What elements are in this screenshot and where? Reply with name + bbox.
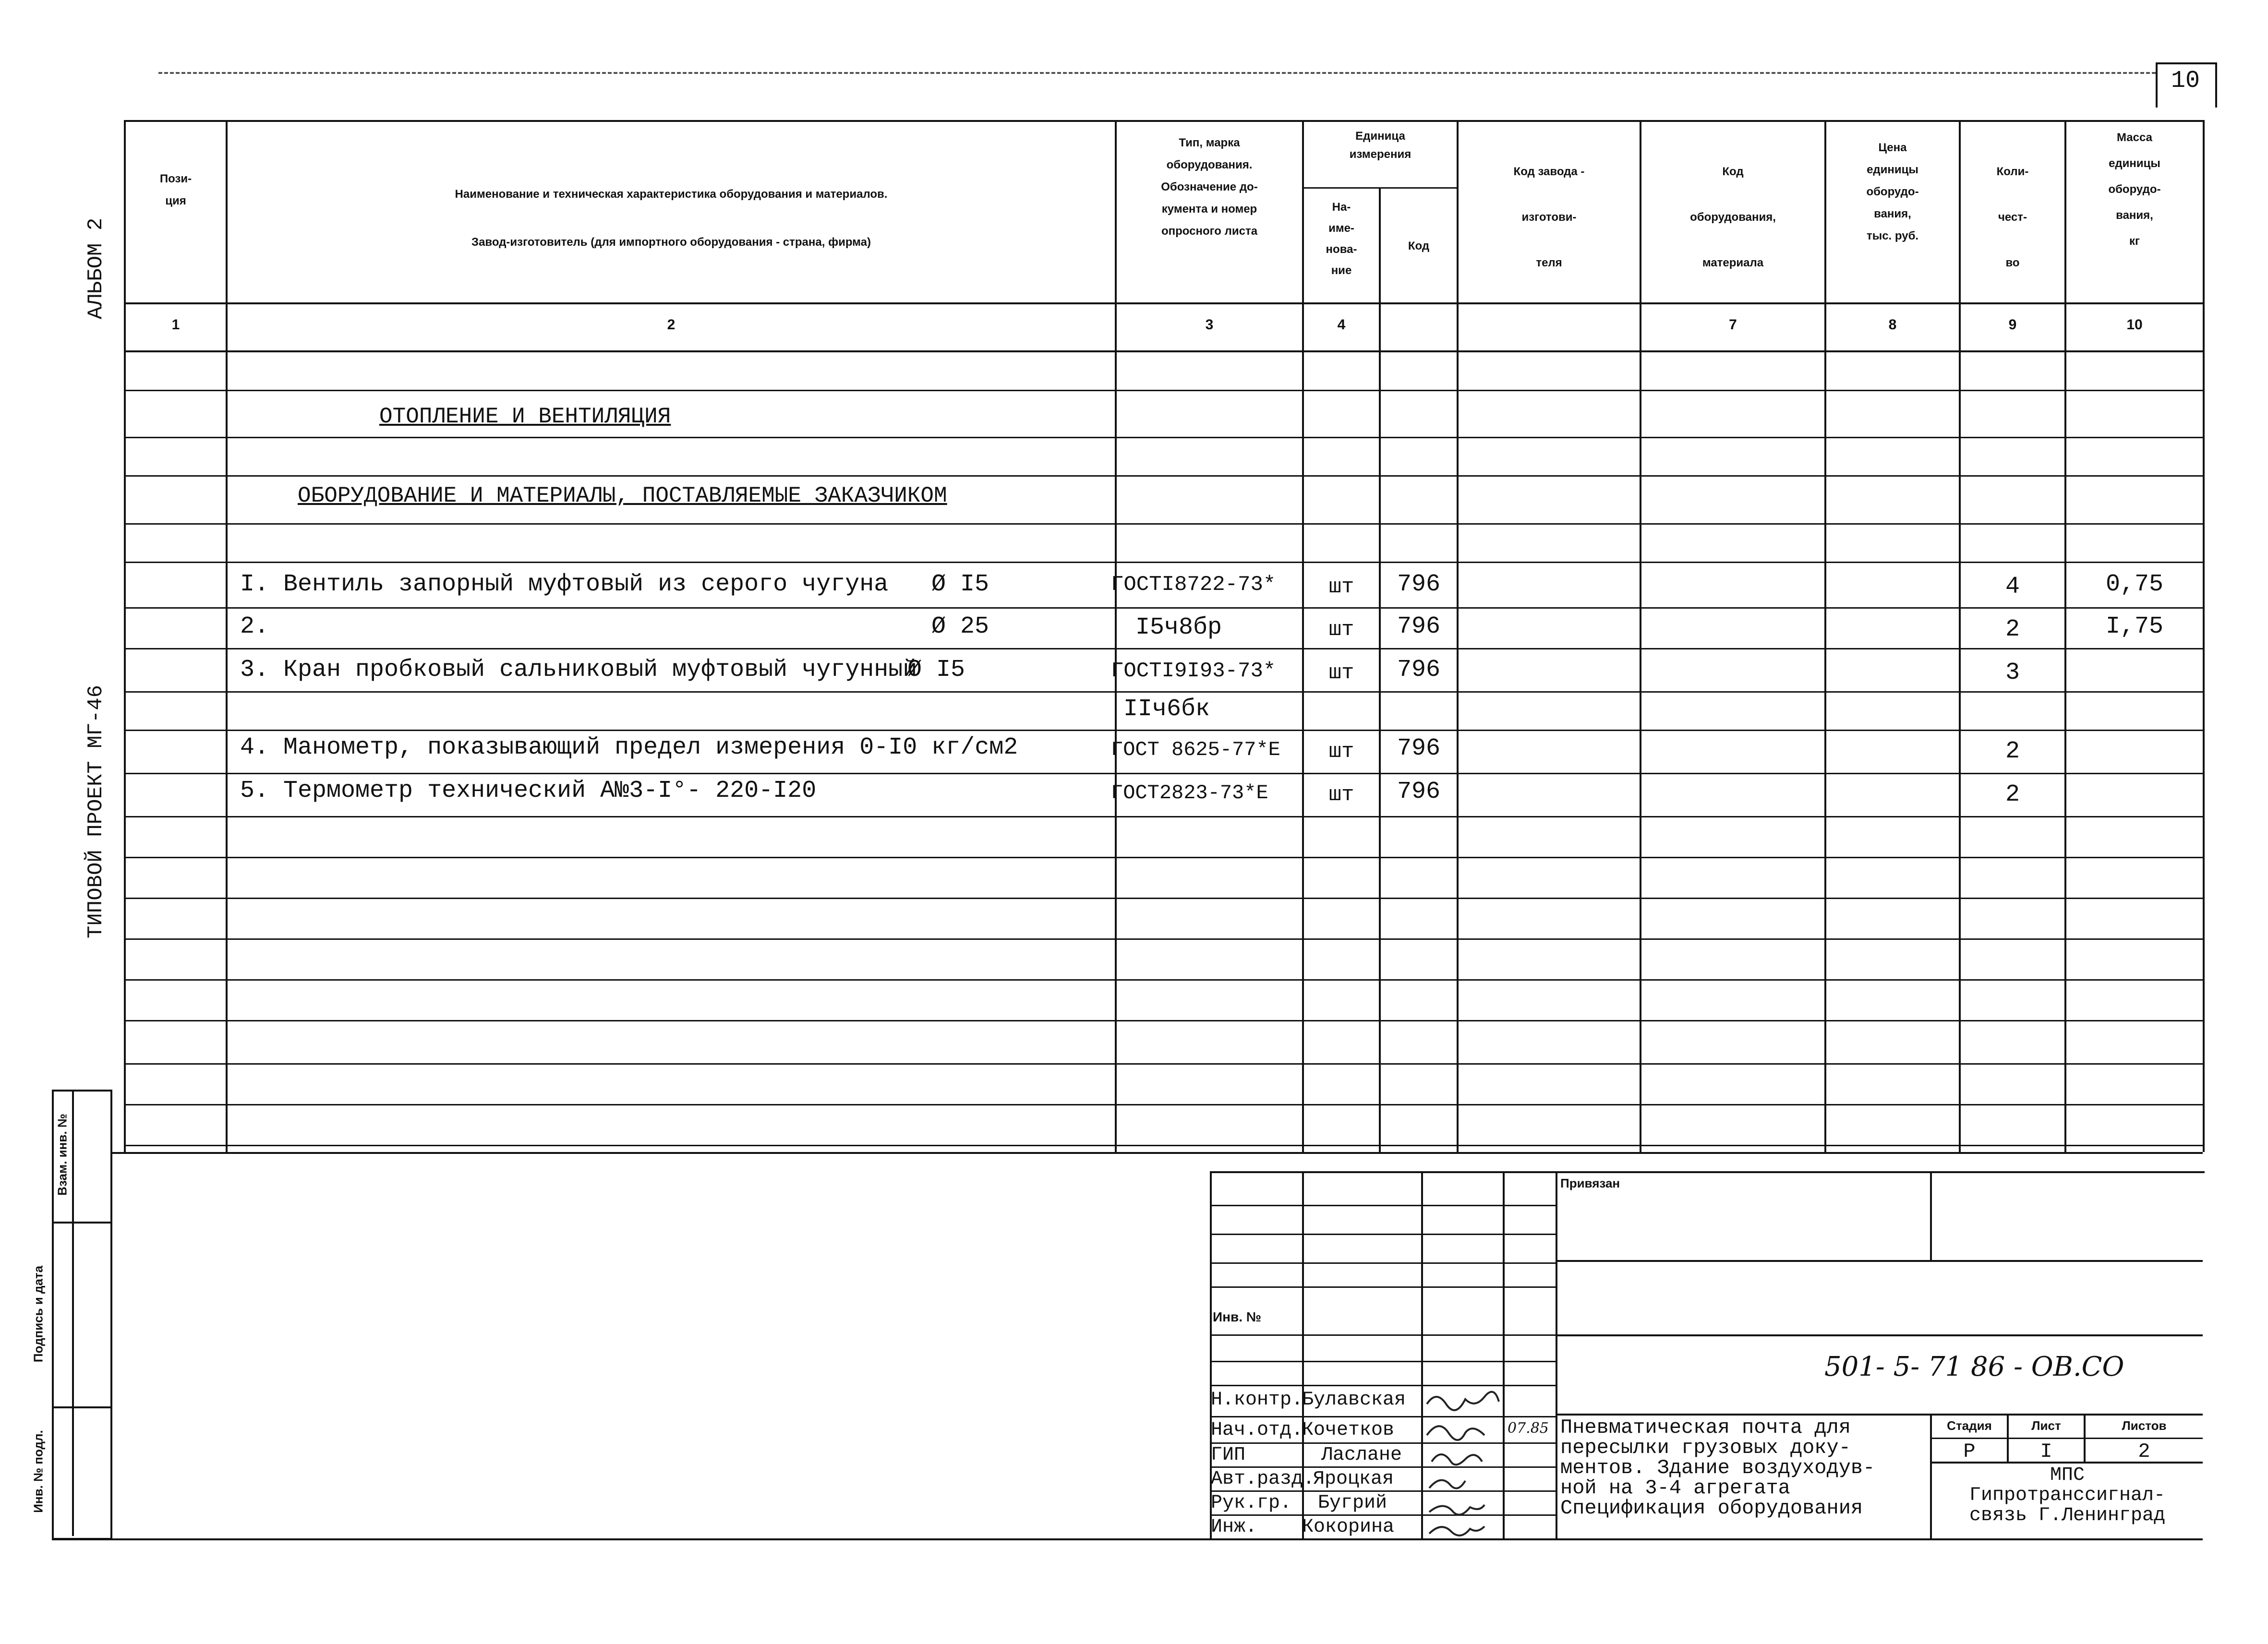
item-doc: ГОСТ 8625-77*Е	[1111, 738, 1280, 761]
inv-no-label: Инв. №	[1213, 1309, 1262, 1324]
item-unit: шт	[1328, 740, 1354, 764]
document-code: 501- 5- 71 86 - ОВ.СО	[1824, 1351, 2124, 1382]
item-diameter: Ø I5	[931, 571, 989, 598]
header-unit-code: Код	[1408, 240, 1430, 252]
signer-name: Яроцкая	[1313, 1468, 1394, 1490]
item-qty: 2	[2005, 781, 2020, 808]
item-name: 3. Кран пробковый сальниковый муфтовый чугунный	[240, 656, 917, 684]
col-number: 1	[171, 317, 180, 333]
item-qty: 3	[2005, 659, 2020, 686]
item-doc: ГОСТI8722-73*	[1111, 573, 1276, 597]
sheet-label: Лист	[2031, 1418, 2061, 1433]
item-qty: 2	[2005, 616, 2020, 643]
item-unit: шт	[1328, 783, 1354, 807]
item-doc: ГОСТI9I93-73*	[1111, 659, 1276, 683]
item-code: 796	[1397, 656, 1440, 684]
item-code: 796	[1397, 571, 1440, 598]
sheets-label: Листов	[2122, 1418, 2167, 1433]
privyazan-label: Привязан	[1560, 1176, 1620, 1190]
item-code: 796	[1397, 778, 1440, 805]
col-number: 2	[667, 317, 676, 333]
stage-label: Стадия	[1947, 1418, 1992, 1433]
header-equipment-code: Код оборудования, материала	[1690, 165, 1776, 269]
page-number: 10	[2171, 67, 2200, 95]
header-price: Цена единицы оборудо- вания, тыс. руб.	[1866, 141, 1919, 242]
item-mass: I,75	[2105, 613, 2164, 640]
item-qty: 4	[2005, 573, 2020, 600]
side-stamp-signature-date: Подпись и дата	[31, 1265, 46, 1363]
signatures-icon	[1422, 1385, 1556, 1538]
signer-name: Булавская	[1302, 1389, 1406, 1411]
col-number: 10	[2126, 317, 2143, 333]
header-position: Пози- ция	[159, 172, 192, 207]
header-quantity: Коли- чест- во	[1996, 165, 2029, 269]
stage-value: Р	[1963, 1440, 1976, 1463]
side-stamp-inv-original: Инв. № подл.	[31, 1430, 46, 1513]
item-doc: ГОСТ2823-73*Е	[1111, 781, 1268, 804]
header-type: Тип, марка оборудования. Обозначение до- кумента и номер опросного листа	[1161, 136, 1258, 238]
col-number: 9	[2008, 317, 2017, 333]
signer-name: Бугрий	[1318, 1492, 1387, 1514]
signer-role: Рук.гр.	[1211, 1492, 1292, 1514]
signature-date: 07.85	[1508, 1420, 1549, 1437]
sheets-value: 2	[2138, 1440, 2150, 1463]
section-title: ОТОПЛЕНИЕ И ВЕНТИЛЯЦИЯ	[379, 404, 671, 429]
item-name: I. Вентиль запорный муфтовый из серого чугуна	[240, 571, 889, 598]
item-code: 796	[1397, 735, 1440, 762]
signer-role: Авт.разд.	[1211, 1468, 1315, 1490]
item-code: 796	[1397, 613, 1440, 640]
signer-name: Ласлане	[1321, 1444, 1402, 1466]
item-unit: шт	[1328, 661, 1354, 685]
col-number: 3	[1205, 317, 1214, 333]
signer-name: Кочетков	[1302, 1419, 1395, 1441]
top-dashed-line	[158, 72, 2156, 74]
item-unit: шт	[1328, 618, 1354, 642]
sheet-value: I	[2040, 1440, 2052, 1463]
header-unit-group: Единица измерения	[1349, 130, 1411, 161]
signer-role: Инж.	[1211, 1516, 1257, 1538]
item-qty: 2	[2005, 738, 2020, 765]
header-plant-code: Код завода - изготови- теля	[1513, 165, 1585, 269]
side-stamp-replace-inv: Взам. инв. №	[55, 1114, 70, 1196]
item-doc: I5ч8бр	[1135, 614, 1222, 641]
section-subtitle: ОБОРУДОВАНИЕ И МАТЕРИАЛЫ, ПОСТАВЛЯЕМЫЕ ЗАКАЗЧИКОМ	[298, 483, 947, 508]
col-number: 4	[1337, 317, 1346, 333]
item-mass: 0,75	[2105, 571, 2164, 598]
header-unit-name: На- име- нова- ние	[1326, 201, 1357, 277]
item-name: 4. Манометр, показывающий предел измерения 0-I0 кг/см2	[240, 734, 1018, 761]
signer-role: Н.контр.	[1211, 1389, 1303, 1411]
item-name: 2.	[240, 613, 269, 640]
signer-name: Кокорина	[1302, 1516, 1395, 1538]
item-unit: шт	[1328, 575, 1354, 599]
col-number: 8	[1888, 317, 1897, 333]
album-label: АЛЬБОМ 2	[84, 217, 108, 319]
project-label: ТИПОВОЙ ПРОЕКТ МГ-46	[84, 684, 108, 938]
signer-role: Нач.отд.	[1211, 1419, 1303, 1441]
item-diameter: Ø I5	[907, 656, 965, 684]
item-doc: IIч6бк	[1123, 696, 1210, 723]
item-diameter: Ø 25	[931, 613, 989, 640]
header-name: Наименование и техническая характеристика оборудования и материалов. Завод-изготовитель (для импортного оборудования - страна, фирма)	[455, 188, 888, 249]
header-mass: Масса единицы оборудо- вания, кг	[2108, 131, 2161, 248]
item-name: 5. Термометр технический А№3-I°- 220-I20	[240, 777, 817, 804]
signer-role: ГИП	[1211, 1444, 1246, 1466]
col-number: 7	[1729, 317, 1737, 333]
